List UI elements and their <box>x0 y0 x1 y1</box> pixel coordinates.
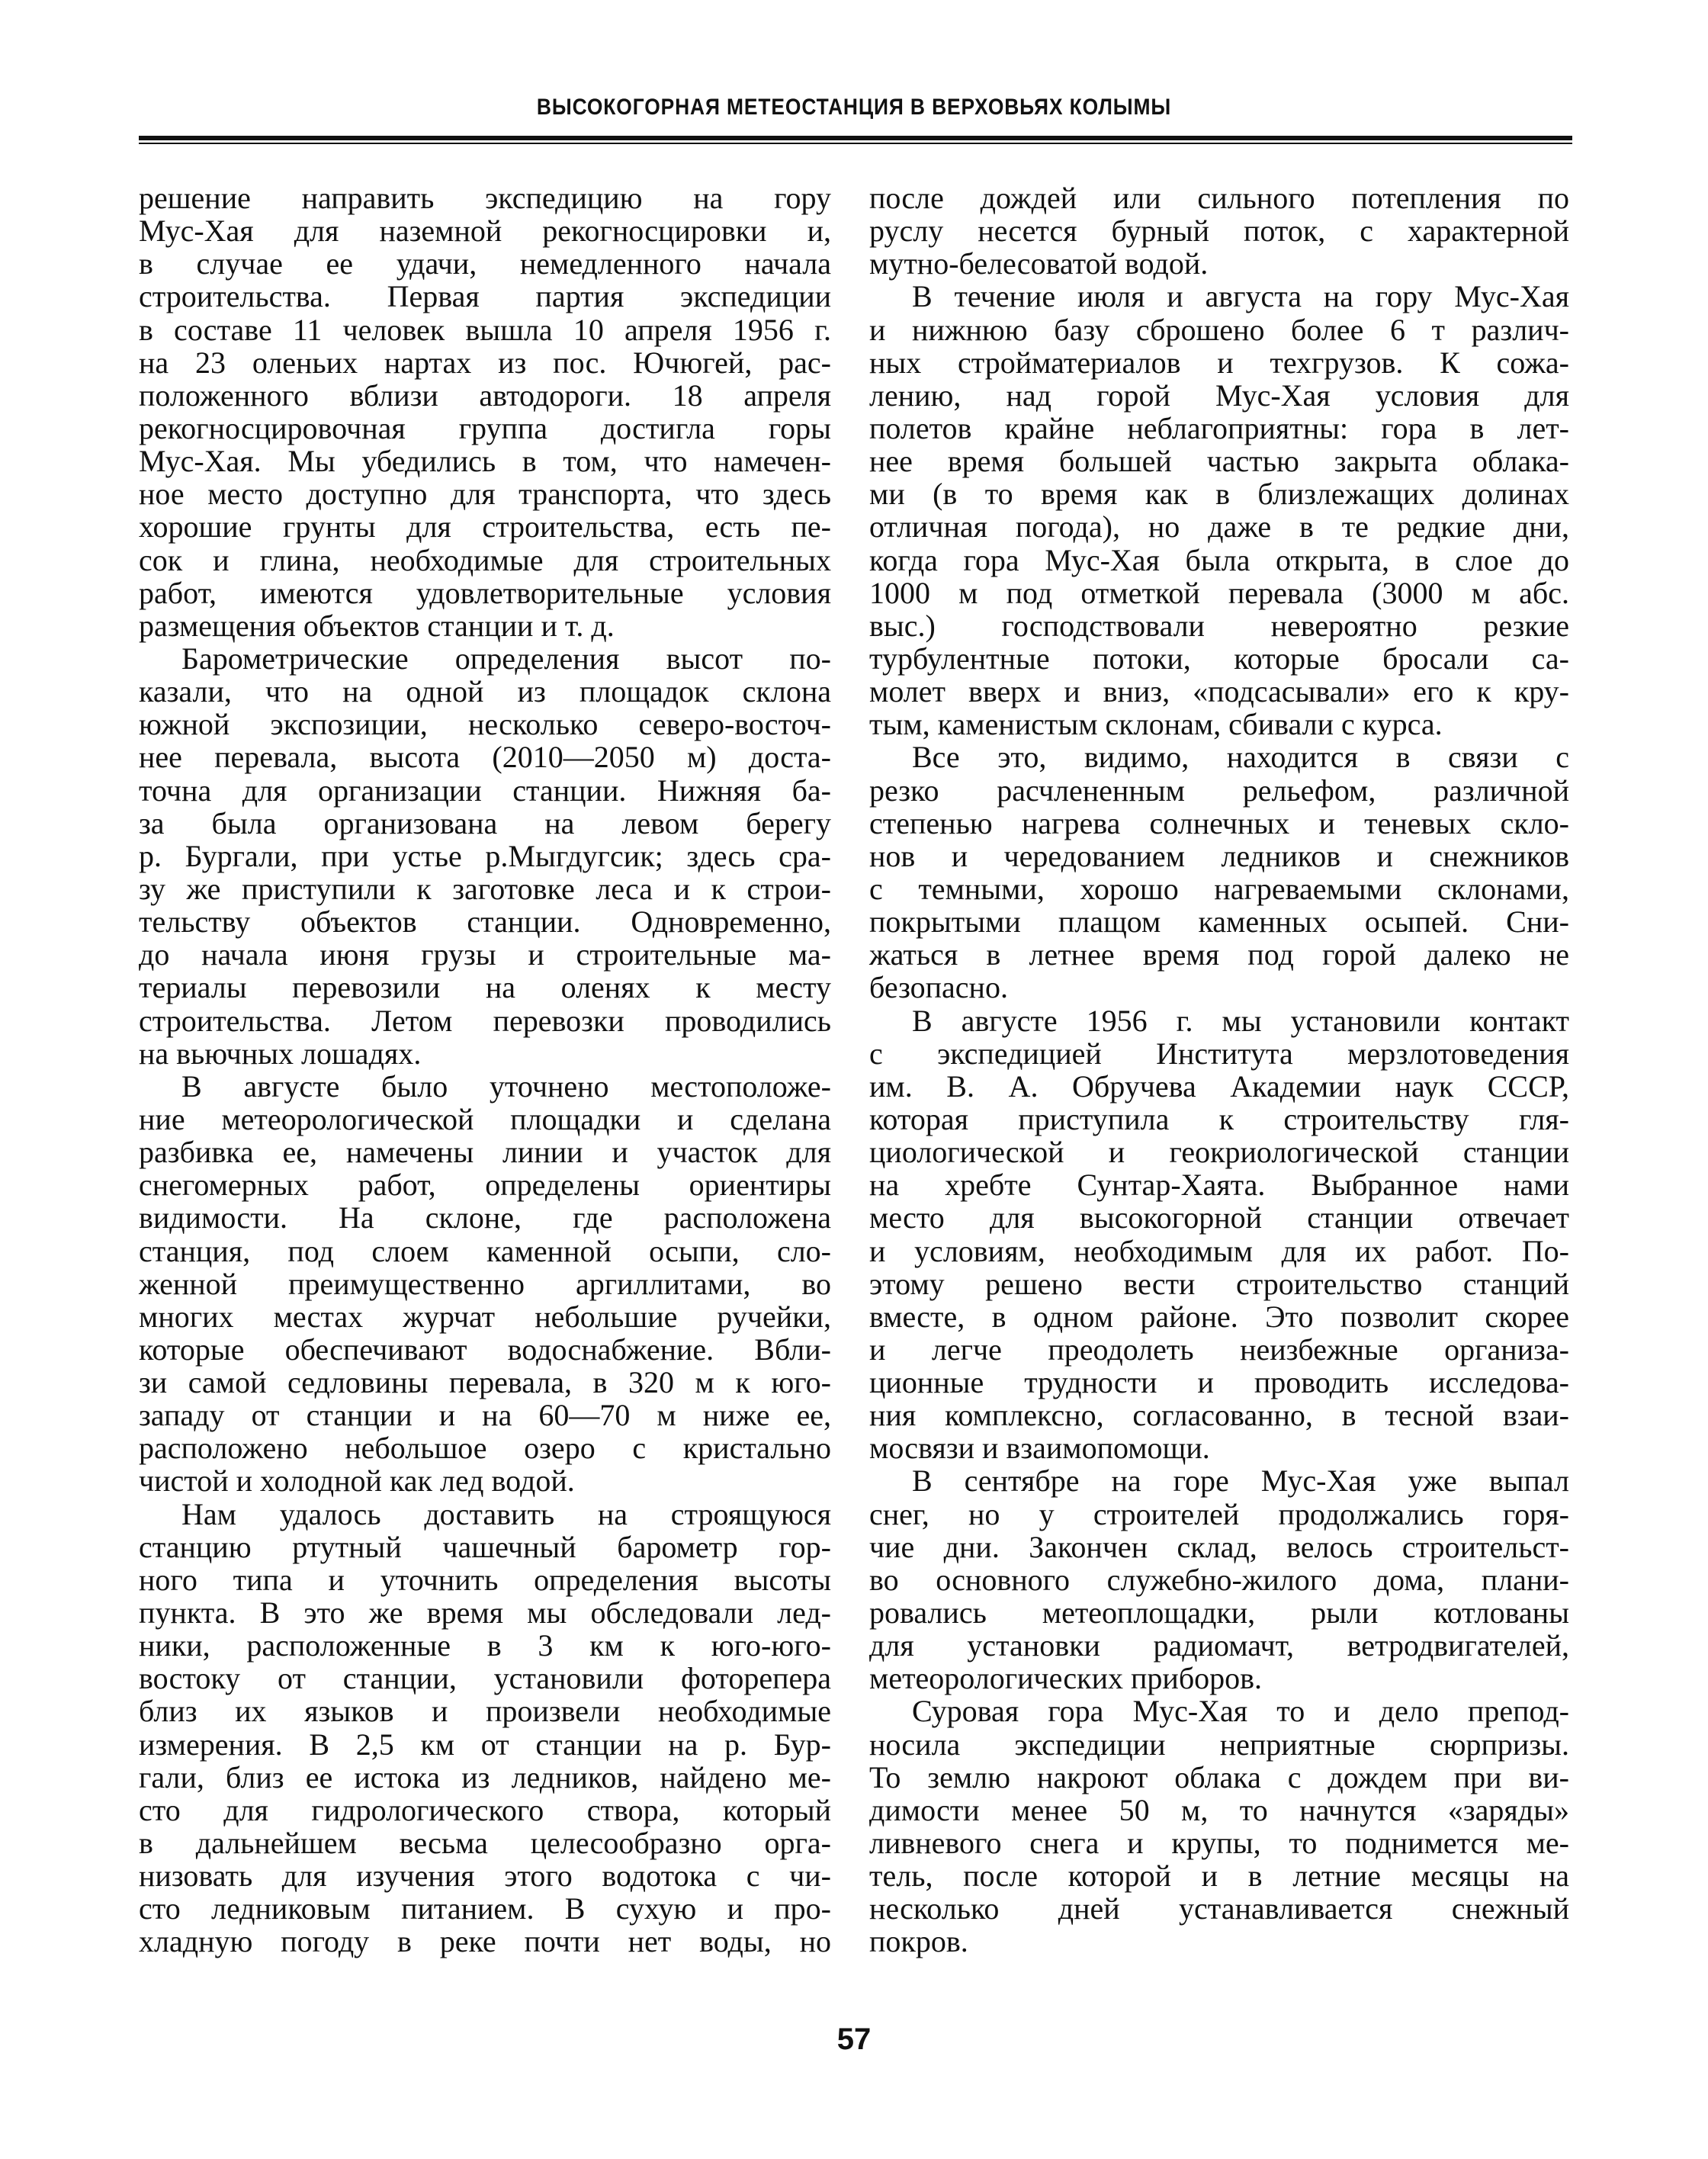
text-line: за была организована на левом берегу <box>139 805 831 840</box>
text-line: молет вверх и вниз, «подсасывали» его к кру- <box>869 674 1569 709</box>
text-line: им. В. А. Обручева Академии наук СССР, <box>869 1068 1569 1104</box>
text-line: станцию ртутный чашечный барометр гор- <box>139 1529 831 1564</box>
text-line: мутно-белесоватой водой. <box>869 246 1209 281</box>
text-line: до начала июня грузы и строительные ма- <box>139 937 831 972</box>
text-line: В течение июля и августа на гору Мус-Хая <box>912 279 1569 314</box>
text-line: выс.) господствовали невероятно резкие <box>869 608 1569 643</box>
text-line: после дождей или сильного потепления по <box>869 181 1569 215</box>
text-line: с экспедицией Института мерзлотоведения <box>869 1036 1569 1071</box>
text-line: тельству объектов станции. Одновременно, <box>139 904 831 940</box>
paragraph <box>869 280 1569 741</box>
text-line: безопасно. <box>869 970 1008 1005</box>
text-line: и условиям, необходимым для их работ. По- <box>869 1233 1569 1268</box>
text-line: сок и глина, необходимые для строительных <box>139 542 831 577</box>
text-line: Нам удалось доставить на строящуюся <box>181 1496 831 1531</box>
text-line: пункта. В это же время мы обследовали лед- <box>139 1595 831 1630</box>
text-line: западу от станции и на 60—70 м ниже ее, <box>139 1398 831 1433</box>
text-line: в случае ее удачи, немедленного начала <box>139 246 831 281</box>
text-line: нов и чередованием ледников и снежников <box>869 838 1569 873</box>
text-line: с темными, хорошо нагреваемыми склонами, <box>869 871 1569 906</box>
text-line: этому решено вести строительство станций <box>869 1266 1569 1301</box>
text-line: тель, после которой и в летние месяцы на <box>869 1859 1569 1894</box>
paragraph <box>139 642 831 1070</box>
text-line: место для высокогорной станции отвечает <box>869 1200 1569 1235</box>
text-line: покрытыми плащом каменных осыпей. Сни- <box>869 904 1569 940</box>
text-line: метеорологических приборов. <box>869 1661 1263 1696</box>
text-line: востоку от станции, установили фоторепера <box>139 1661 831 1696</box>
text-line: териалы перевозили на оленях к месту <box>139 970 831 1005</box>
text-line: казали, что на одной из площадок склона <box>139 674 831 709</box>
text-line: Все это, видимо, находится в связи с <box>912 740 1569 775</box>
text-line: отличная погода), но даже в те редкие дни, <box>869 509 1569 545</box>
text-line: низовать для изучения этого водотока с чи- <box>139 1859 831 1894</box>
text-line: р. Бургали, при устье р.Мыгдугсик; здесь сра- <box>139 838 831 873</box>
text-line: Мус-Хая для наземной рекогносцировки и, <box>139 214 831 249</box>
text-line: измерения. В 2,5 км от станции на р. Бур- <box>139 1727 831 1762</box>
text-line: работ, имеются удовлетворительные условия <box>139 575 831 610</box>
text-line: ных стройматериалов и техгрузов. К сожа- <box>869 345 1569 380</box>
text-line: нее перевала, высота (2010—2050 м) доста- <box>139 740 831 775</box>
text-line: строительства. Летом перевозки проводились <box>139 1003 831 1038</box>
text-line: ное место доступно для транспорта, что здесь <box>139 477 831 512</box>
text-line: резко расчлененным рельефом, различной <box>869 773 1569 808</box>
text-line: Мус-Хая. Мы убедились в том, что намечен- <box>139 444 831 479</box>
text-line: В сентябре на горе Мус-Хая уже выпал <box>912 1463 1569 1499</box>
text-line: женной преимущественно аргиллитами, во <box>139 1266 831 1301</box>
text-line: зу же приступили к заготовке леса и к строи- <box>139 871 831 906</box>
text-line: на хребте Сунтар-Хаята. Выбранное нами <box>869 1168 1569 1203</box>
text-line: решение направить экспедицию на гору <box>139 181 831 215</box>
text-line: хорошие грунты для строительства, есть пе- <box>139 509 831 545</box>
text-line: нее время большей частью закрыта облака- <box>869 444 1569 479</box>
paragraph <box>869 182 1569 280</box>
right-column <box>869 182 1569 1958</box>
text-line: Суровая гора Мус-Хая то и дело препод- <box>912 1694 1569 1729</box>
text-line: когда гора Мус-Хая была открыта, в слое до <box>869 542 1569 577</box>
text-line: близ их языков и произвели необходимые <box>139 1694 831 1729</box>
text-line: ми (в то время как в близлежащих долинах <box>869 477 1569 512</box>
text-line: многих местах журчат небольшие ручейки, <box>139 1299 831 1334</box>
text-line: мосвязи и взаимопомощи. <box>869 1431 1210 1466</box>
header-rule-thin <box>139 143 1572 144</box>
paragraph <box>869 1464 1569 1695</box>
text-line: положенного вблизи автодороги. 18 апреля <box>139 378 831 413</box>
text-line: ники, расположенные в 3 км к юго-юго- <box>139 1628 831 1663</box>
text-line: циологической и геокриологической станции <box>869 1135 1569 1170</box>
text-line: ровались метеоплощадки, рыли котлованы <box>869 1595 1569 1630</box>
text-line: строительства. Первая партия экспедиции <box>139 279 831 314</box>
text-line: точна для организации станции. Нижняя ба- <box>139 773 831 808</box>
text-line: чие дни. Закончен склад, велось строительст- <box>869 1529 1569 1564</box>
text-line: расположено небольшое озеро с кристально <box>139 1431 831 1466</box>
text-line: южной экспозиции, несколько северо-восточ- <box>139 707 831 742</box>
text-line: носила экспедиции неприятные сюрпризы. <box>869 1727 1569 1762</box>
text-line: руслу несется бурный поток, с характерной <box>869 214 1569 249</box>
text-line: гали, близ ее истока из ледников, найдено ме- <box>139 1759 831 1794</box>
text-line: во основного служебно-жилого дома, плани- <box>869 1562 1569 1597</box>
text-line: покров. <box>869 1924 968 1959</box>
text-line: станция, под слоем каменной осыпи, сло- <box>139 1233 831 1268</box>
header-rule-thick <box>139 136 1572 140</box>
text-line: ливневого снега и крупы, то поднимется ме- <box>869 1826 1569 1861</box>
text-line: чистой и холодной как лед водой. <box>139 1463 575 1499</box>
text-line: размещения объектов станции и т. д. <box>139 608 615 643</box>
text-line: ние метеорологической площадки и сделана <box>139 1101 831 1136</box>
paragraph <box>869 741 1569 1004</box>
left-column <box>139 182 831 1958</box>
text-line: снегомерных работ, определены ориентиры <box>139 1168 831 1203</box>
text-line: разбивка ее, намечены линии и участок для <box>139 1135 831 1170</box>
text-line: ционные трудности и проводить исследова- <box>869 1365 1569 1400</box>
paragraph <box>869 1004 1569 1465</box>
text-line: сто для гидрологического створа, который <box>139 1792 831 1827</box>
page-number: 57 <box>836 2022 872 2056</box>
text-line: Барометрические определения высот по- <box>181 641 831 676</box>
text-line: полетов крайне неблагоприятны: гора в лет- <box>869 410 1569 445</box>
text-line: 1000 м под отметкой перевала (3000 м абс. <box>869 575 1569 610</box>
text-line: димости менее 50 м, то начнутся «заряды» <box>869 1792 1569 1827</box>
text-line: В августе 1956 г. мы установили контакт <box>912 1003 1569 1038</box>
text-line: в составе 11 человек вышла 10 апреля 1956 г. <box>139 312 831 347</box>
text-line: которая приступила к строительству гля- <box>869 1101 1569 1136</box>
text-line: тым, каменистым склонам, сбивали с курса. <box>869 707 1443 742</box>
text-line: несколько дней устанавливается снежный <box>869 1891 1569 1926</box>
text-line: ного типа и уточнить определения высоты <box>139 1562 831 1597</box>
text-line: на вьючных лошадях. <box>139 1036 422 1071</box>
paragraph <box>869 1695 1569 1958</box>
text-line: лению, над горой Мус-Хая условия для <box>869 378 1569 413</box>
paragraph <box>139 1498 831 1958</box>
paragraph <box>139 1070 831 1498</box>
text-line: ния комплексно, согласованно, в тесной взаи- <box>869 1398 1569 1433</box>
text-line: в дальнейшем весьма целесообразно орга- <box>139 1826 831 1861</box>
text-line: зи самой седловины перевала, в 320 м к юго- <box>139 1365 831 1400</box>
text-line: степенью нагрева солнечных и теневых скло- <box>869 805 1569 840</box>
text-line: То землю накроют облака с дождем при ви- <box>869 1759 1569 1794</box>
text-line: и нижнюю базу сброшено более 6 т различ- <box>869 312 1569 347</box>
running-head: ВЫСОКОГОРНАЯ МЕТЕОСТАНЦИЯ В ВЕРХОВЬЯХ КОЛЫМЫ <box>536 95 1172 120</box>
text-line: хладную погоду в реке почти нет воды, но <box>139 1924 831 1959</box>
text-line: снег, но у строителей продолжались горя- <box>869 1496 1569 1531</box>
text-line: видимости. На склоне, где расположена <box>139 1200 831 1235</box>
text-line: турбулентные потоки, которые бросали са- <box>869 641 1569 676</box>
paragraph <box>139 182 831 642</box>
text-line: вместе, в одном районе. Это позволит скорее <box>869 1299 1569 1334</box>
text-line: на 23 оленьих нартах из пос. Ючюгей, рас- <box>139 345 831 380</box>
text-line: В августе было уточнено местоположе- <box>181 1068 831 1104</box>
text-line: жаться в летнее время под горой далеко не <box>869 937 1569 972</box>
text-line: которые обеспечивают водоснабжение. Вбли- <box>139 1332 831 1367</box>
text-line: рекогносцировочная группа достигла горы <box>139 410 831 445</box>
text-line: и легче преодолеть неизбежные организа- <box>869 1332 1569 1367</box>
text-line: для установки радиомачт, ветродвигателей, <box>869 1628 1569 1663</box>
text-line: сто ледниковым питанием. В сухую и про- <box>139 1891 831 1926</box>
